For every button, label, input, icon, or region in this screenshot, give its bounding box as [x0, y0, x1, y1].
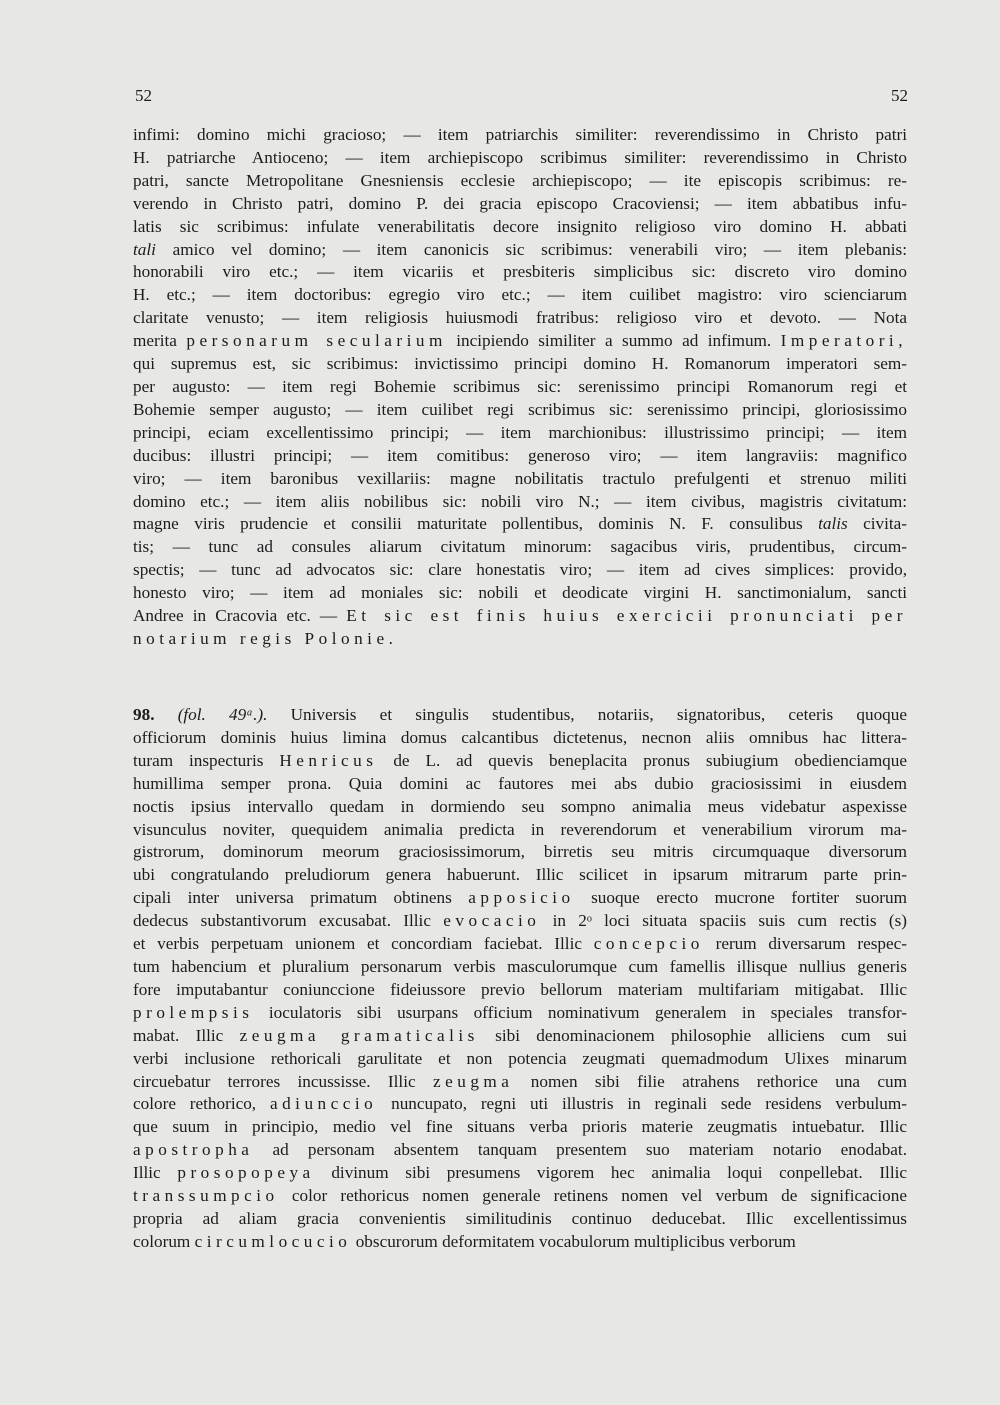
text-line	[133, 773, 907, 796]
text-run: patri, sancte Metropolitane Gnesniensis ecclesie archiepiscopo; — ite episcopis scribimus: re-	[133, 170, 907, 190]
text-run: merita	[133, 331, 187, 351]
text-run: viro; — item baronibus vexillariis: magne nobilitatis tractulo prefulgenti et strenuo militi	[133, 468, 907, 488]
text-run: H. patriarche Antioceno; — item archiepiscopo scribimus similiter: reverendissimo in Christo	[133, 147, 907, 167]
text-line	[133, 147, 907, 170]
text-run: color rethoricus nomen generale retinens nomen vel verbum de significacione	[278, 1186, 907, 1206]
text-run: propria ad aliam gracia convenientis similitudinis continuo deducebat. Illic excellentissimus	[133, 1208, 907, 1228]
text-run: civita-	[847, 514, 907, 534]
text-line	[133, 1208, 907, 1231]
spaced-term: zeugma	[432, 1071, 514, 1091]
text-run: obscurorum deformitatem vocabulorum multiplicibus verborum	[351, 1231, 796, 1251]
text-run: ad personam absentem tanquam presentem suo materiam notario enodabat.	[253, 1140, 907, 1160]
text-run: H. etc.; — item doctoribus: egregio viro etc.; — item cuilibet magistro: viro scienciarum	[133, 285, 907, 305]
text-run: incipiendo similiter a summo ad infimum.	[446, 331, 781, 351]
text-run: fore imputabantur coniunccione fideiussore previo bellorum materiam multifariam mitigabat. Illic	[133, 979, 907, 999]
text-line	[133, 170, 907, 193]
italic-text: talis	[818, 514, 848, 534]
text-line	[133, 536, 907, 559]
spaced-term: prolempsis	[133, 1002, 254, 1022]
text-line	[133, 513, 907, 536]
text-line	[133, 559, 907, 582]
text-line	[133, 1093, 907, 1116]
text-line	[133, 750, 907, 773]
spaced-term: zeugma gramaticalis	[239, 1025, 479, 1045]
text-run: suoque erecto mucrone fortiter suorum	[574, 888, 907, 908]
text-line	[133, 704, 907, 727]
text-run: ubi congratulando preludiorum genera habuerunt. Illic scilicet in ipsarum mitrarum parte prin-	[133, 865, 907, 885]
spaced-term: Et sic est finis huius exercicii pronunciati per	[346, 606, 907, 626]
text-run: verbi inclusione rethoricali garulitate et non potencia zeugmati quemadmodum Ulixes minarum	[133, 1048, 907, 1068]
text-run: per augusto: — item regi Bohemie scribimus sic: serenissimo principi Romanorum regi et	[133, 376, 907, 396]
text-line	[133, 605, 907, 628]
text-block-entry-98	[133, 704, 907, 1254]
text-run: magne viris prudencie et consilii maturitate pollentibus, dominis N. F. consulibus	[133, 514, 819, 534]
text-run: amico vel domino; — item canonicis sic scribimus: venerabili viro; — item plebanis:	[155, 239, 907, 259]
text-line	[133, 887, 907, 910]
text-line	[133, 399, 907, 422]
text-run: honesto viro; — item ad moniales sic: nobili et deodicate virgini H. sanctimonialum, sancti	[133, 583, 907, 603]
text-run: principi, eciam excellentissimo principi; — item marchionibus: illustrissimo principi; — item	[133, 422, 907, 442]
text-line	[133, 979, 907, 1002]
text-run: circuebatur terrores incussisse. Illic	[133, 1071, 433, 1091]
text-run: in 2ᵒ loci situata spaciis suis cum rectis (s)	[540, 911, 907, 931]
text-run: Bohemie semper augusto; — item cuilibet regi scribimus sic: serenissimo principi, gloriosissimo	[133, 399, 907, 419]
text-line	[133, 284, 907, 307]
text-run: dedecus substantivorum excusabat. Illic	[133, 911, 444, 931]
spaced-term: transsumpcio	[133, 1186, 279, 1206]
text-line	[133, 193, 907, 216]
text-line	[133, 864, 907, 887]
spaced-term: adiunccio	[269, 1094, 378, 1114]
text-line	[133, 1162, 907, 1185]
text-line	[133, 353, 907, 376]
text-run: de L. ad quevis beneplacita pronus subiugium obedienciamque	[377, 750, 907, 770]
text-line	[133, 1071, 907, 1094]
text-run: domino etc.; — item aliis nobilibus sic: nobili viro N.; — item civibus, magistris civitatum:	[133, 491, 907, 511]
text-run: noctis ipsius intervallo quedam in dormiendo seu sompno animalia meus videbatur aspexisse	[133, 796, 907, 816]
text-line	[133, 330, 907, 353]
text-line	[133, 307, 907, 330]
text-line	[133, 819, 907, 842]
text-line	[133, 422, 907, 445]
text-run: tum habencium et pluralium personarum verbis masculorumque cum famellis illisque nullius generis	[133, 956, 907, 976]
page-number-left: 52	[135, 86, 152, 105]
italic-text: (fol. 49ᵃ.).	[177, 705, 268, 724]
page-number-right: 52	[891, 86, 908, 105]
text-run: latis sic scribimus: infulate venerabilitatis decore insignito religioso viro domino H. abbati	[133, 216, 907, 236]
text-line	[133, 445, 907, 468]
spaced-term: concepcio	[593, 934, 704, 954]
text-line	[133, 1185, 907, 1208]
text-run: rerum diversarum respec-	[703, 934, 907, 954]
text-run: cipali inter universa primatum obtinens	[133, 888, 469, 908]
text-run: humillima semper prona. Quia domini ac fautores mei abs dubio graciosissimi in eiusdem	[133, 773, 907, 793]
text-line	[133, 124, 907, 147]
spaced-term: circumlocucio	[194, 1231, 352, 1251]
text-line	[133, 582, 907, 605]
text-line	[133, 1231, 907, 1254]
text-run: tis; — tunc ad consules aliarum civitatum minorum: sagacibus viris, prudentibus, circum-	[133, 537, 907, 557]
text-run: mabat. Illic	[133, 1025, 240, 1045]
spaced-term: apostropha	[133, 1140, 254, 1160]
text-line	[133, 216, 907, 239]
text-line	[133, 491, 907, 514]
text-line	[133, 1116, 907, 1139]
text-run: officiorum dominis huius limina domus calcantibus dictetenus, necnon aliis omnibus hac littera-	[133, 727, 907, 747]
text-line	[133, 1002, 907, 1025]
text-run	[154, 705, 177, 724]
text-run: nomen sibi filie atrahens rethorice una cum	[513, 1071, 907, 1091]
text-run: gistrorum, dominorum meorum graciosissimorum, birretis seu mitris circumquaque diversorum	[133, 842, 907, 862]
spaced-term: notarium regis Polonie.	[133, 628, 398, 648]
text-run: ducibus: illustri principi; — item comitibus: generoso viro; — item langraviis: magnifico	[133, 445, 907, 465]
text-run: turam inspecturis	[133, 750, 280, 770]
text-run: verendo in Christo patri, domino P. dei gracia episcopo Cracoviensi; — item abbatibus infu-	[133, 193, 907, 213]
text-line	[133, 468, 907, 491]
text-run: nuncupato, regni uti illustris in reginali sede residens verbulum-	[377, 1094, 907, 1114]
text-line	[133, 261, 907, 284]
text-line	[133, 727, 907, 750]
italic-text: tali	[133, 239, 156, 259]
text-line	[133, 956, 907, 979]
text-line	[133, 1048, 907, 1071]
text-line	[133, 910, 907, 933]
text-run: colorum	[133, 1231, 195, 1251]
text-block-continuation	[133, 124, 907, 651]
text-run: qui supremus est, sic scribimus: invictissimo principi domino H. Romanorum imperatori sem-	[133, 354, 907, 374]
text-line	[133, 1139, 907, 1162]
spaced-term: apposicio	[468, 888, 575, 908]
text-line	[133, 628, 907, 651]
text-run: que suum in principio, medio vel fine situans verba prioris materie zeugmatis intuebatur. Illic	[133, 1117, 907, 1137]
text-line	[133, 841, 907, 864]
text-run: honorabili viro etc.; — item vicariis et presbiteris simplicibus sic: discreto viro domino	[133, 262, 907, 282]
spaced-term: personarum secularium	[186, 331, 447, 351]
text-run: infimi: domino michi gracioso; — item patriarchis similiter: reverendissimo in Christo patri	[133, 125, 907, 144]
spaced-term: Henricus	[279, 750, 378, 770]
spaced-term: evocacio	[443, 911, 541, 931]
text-run: colore rethorico,	[133, 1094, 270, 1114]
text-run: et verbis perpetuam unionem et concordiam faciebat. Illic	[133, 934, 594, 954]
text-run: spectis; — tunc ad advocatos sic: clare honestatis viro; — item ad cives simplices: provido,	[133, 560, 907, 580]
text-line	[133, 796, 907, 819]
entry-number: 98.	[133, 705, 155, 724]
text-line	[133, 239, 907, 262]
text-run: Universis et singulis studentibus, notariis, signatoribus, ceteris quoque	[267, 705, 907, 724]
text-run: divinum sibi presumens vigorem hec animalia loqui conpellebat. Illic	[314, 1163, 907, 1183]
text-run: Illic	[133, 1163, 178, 1183]
text-line	[133, 933, 907, 956]
text-run: ioculatoris sibi usurpans officium nominativum generalem in speciales transfor-	[253, 1002, 907, 1022]
spaced-term: prosopopeya	[177, 1163, 315, 1183]
text-run: Andree in Cracovia etc. —	[133, 606, 347, 626]
spaced-term: Imperatori,	[780, 331, 907, 351]
text-line	[133, 1025, 907, 1048]
text-line	[133, 376, 907, 399]
text-run: sibi denominacionem philosophie alliciens cum sui	[478, 1025, 907, 1045]
text-run: claritate venusto; — item religiosis huiusmodi fratribus: religioso viro et devoto. — Nota	[133, 308, 907, 328]
text-run: visunculus noviter, quequidem animalia predicta in reverendorum et venerabilium virorum ma-	[133, 819, 907, 839]
